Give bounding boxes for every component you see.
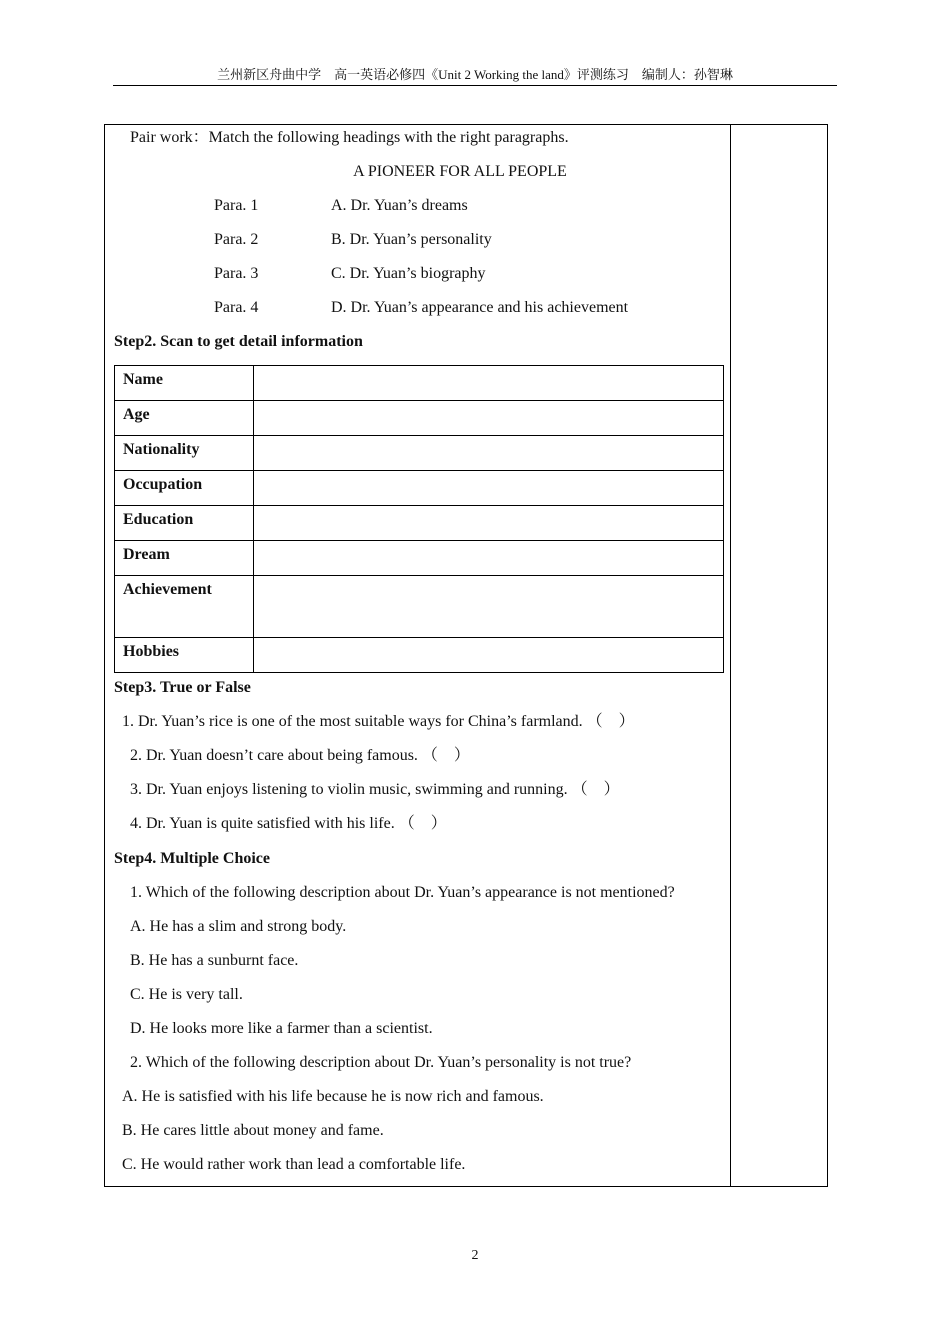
row-label: Age [115,401,254,436]
heading-option: A. Dr. Yuan’s dreams [331,197,468,214]
step2-heading: Step2. Scan to get detail information [114,333,363,350]
step4-heading: Step4. Multiple Choice [114,850,270,867]
worksheet-frame [104,124,828,1187]
answer-option: D. He looks more like a farmer than a scientist. [130,1020,433,1037]
table-row [115,366,724,401]
answer-option: C. He would rather work than lead a comfortable life. [122,1156,466,1173]
para-label: Para. 4 [214,299,259,316]
answer-option: C. He is very tall. [130,986,243,1003]
para-label: Para. 3 [214,265,259,282]
answer-option: B. He cares little about money and fame. [122,1122,384,1139]
para-label: Para. 1 [214,197,259,214]
page-number: 2 [471,1248,479,1263]
step3-heading: Step3. True or False [114,679,251,696]
question: 1. Which of the following description about Dr. Yuan’s appearance is not mentioned? [130,884,675,901]
true-false-item: 1. Dr. Yuan’s rice is one of the most suitable ways for China’s farmland. （ ） [122,713,635,730]
answer-cell[interactable] [254,506,724,541]
row-label: Dream [115,541,254,576]
table-row [115,541,724,576]
table-row [115,401,724,436]
answer-cell[interactable] [254,366,724,401]
column-divider [730,125,731,1186]
row-label: Nationality [115,436,254,471]
answer-cell[interactable] [254,638,724,673]
para-label: Para. 2 [214,231,259,248]
heading-option: D. Dr. Yuan’s appearance and his achievement [331,299,629,316]
answer-cell[interactable] [254,541,724,576]
row-label: Occupation [115,471,254,506]
page-header: 兰州新区舟曲中学 高一英语必修四《Unit 2 Working the land》评测练习 编制人：孙智琳 [113,66,837,86]
heading-option: B. Dr. Yuan’s personality [331,231,492,248]
question: 2. Which of the following description about Dr. Yuan’s personality is not true? [130,1054,632,1071]
true-false-item: 2. Dr. Yuan doesn’t care about being famous. （ ） [130,747,470,764]
answer-option: B. He has a sunburnt face. [130,952,299,969]
pair-work-instruction: Pair work：Match the following headings with the right paragraphs. [130,129,569,146]
answer-option: A. He is satisfied with his life because he is now rich and famous. [122,1088,544,1105]
detail-info-table [114,365,724,673]
answer-option: A. He has a slim and strong body. [130,918,347,935]
passage-title: A PIONEER FOR ALL PEOPLE [353,163,567,180]
true-false-item: 3. Dr. Yuan enjoys listening to violin music, swimming and running. （ ） [130,781,620,798]
answer-cell[interactable] [254,401,724,436]
row-label: Education [115,506,254,541]
table-row [115,471,724,506]
answer-cell[interactable] [254,436,724,471]
row-label: Achievement [115,576,254,638]
heading-option: C. Dr. Yuan’s biography [331,265,486,282]
table-row [115,506,724,541]
true-false-item: 4. Dr. Yuan is quite satisfied with his life. （ ） [130,815,447,832]
row-label: Hobbies [115,638,254,673]
table-row [115,436,724,471]
answer-cell[interactable] [254,576,724,638]
table-row [115,638,724,673]
row-label: Name [115,366,254,401]
table-row [115,576,724,638]
answer-cell[interactable] [254,471,724,506]
